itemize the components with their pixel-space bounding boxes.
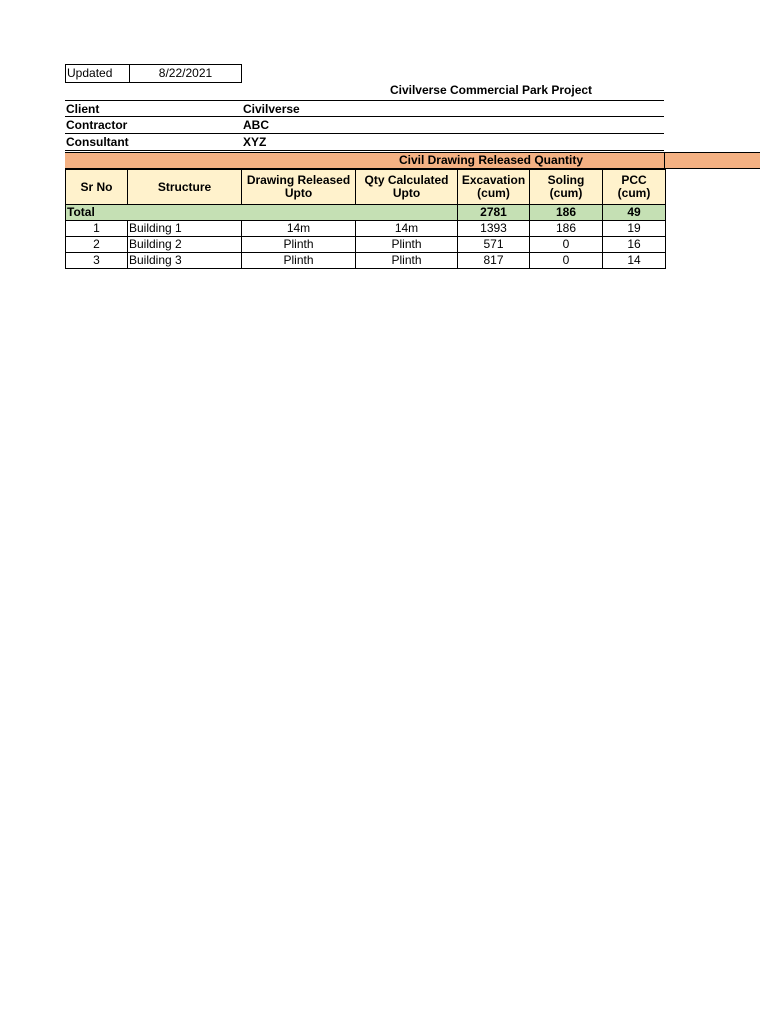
total-empty-cell[interactable] <box>356 205 458 221</box>
cell-drawing-released[interactable]: Plinth <box>242 253 356 269</box>
updated-label[interactable]: Updated <box>66 65 130 82</box>
cell-structure[interactable]: Building 3 <box>128 253 242 269</box>
total-pcc[interactable]: 49 <box>603 205 666 221</box>
consultant-label[interactable]: Consultant <box>66 135 129 149</box>
info-row-contractor <box>65 117 664 134</box>
contractor-value[interactable]: ABC <box>243 118 269 132</box>
quantity-table <box>65 169 666 269</box>
info-row-client <box>65 100 664 117</box>
cell-structure[interactable]: Building 1 <box>128 221 242 237</box>
total-row <box>66 205 666 221</box>
total-excavation[interactable]: 2781 <box>458 205 530 221</box>
cell-drawing-released[interactable]: Plinth <box>242 237 356 253</box>
col-header-sr-no[interactable]: Sr No <box>66 170 128 205</box>
col-header-excavation[interactable]: Excavation (cum) <box>458 170 530 205</box>
cell-soling[interactable]: 186 <box>530 221 603 237</box>
total-label[interactable]: Total <box>66 205 128 221</box>
cell-pcc[interactable]: 16 <box>603 237 666 253</box>
cell-qty-calculated[interactable]: Plinth <box>356 253 458 269</box>
col-header-pcc[interactable]: PCC (cum) <box>603 170 666 205</box>
table-row <box>66 253 666 269</box>
total-soling[interactable]: 186 <box>530 205 603 221</box>
cell-structure[interactable]: Building 2 <box>128 237 242 253</box>
client-value[interactable]: Civilverse <box>243 102 300 116</box>
cell-excavation[interactable]: 1393 <box>458 221 530 237</box>
cell-pcc[interactable]: 14 <box>603 253 666 269</box>
contractor-label[interactable]: Contractor <box>66 118 128 132</box>
total-empty-cell[interactable] <box>128 205 242 221</box>
project-title[interactable]: Civilverse Commercial Park Project <box>389 83 593 97</box>
col-header-qty-calculated[interactable]: Qty Calculated Upto <box>356 170 458 205</box>
section-banner <box>65 152 760 169</box>
col-header-soling[interactable]: Soling (cum) <box>530 170 603 205</box>
cell-qty-calculated[interactable]: 14m <box>356 221 458 237</box>
cell-sr-no[interactable]: 3 <box>66 253 128 269</box>
cell-sr-no[interactable]: 1 <box>66 221 128 237</box>
info-row-consultant <box>65 134 664 151</box>
consultant-value[interactable]: XYZ <box>243 135 267 149</box>
total-empty-cell[interactable] <box>242 205 356 221</box>
cell-soling[interactable]: 0 <box>530 237 603 253</box>
cell-soling[interactable]: 0 <box>530 253 603 269</box>
updated-date[interactable]: 8/22/2021 <box>158 66 213 80</box>
updated-box <box>65 64 242 83</box>
col-header-drawing-released[interactable]: Drawing Released Upto <box>242 170 356 205</box>
cell-pcc[interactable]: 19 <box>603 221 666 237</box>
banner-divider <box>664 152 665 169</box>
table-header-row <box>66 170 666 205</box>
banner-title[interactable]: Civil Drawing Released Quantity <box>398 153 584 167</box>
col-header-structure[interactable]: Structure <box>128 170 242 205</box>
cell-qty-calculated[interactable]: Plinth <box>356 237 458 253</box>
cell-excavation[interactable]: 817 <box>458 253 530 269</box>
table-row <box>66 221 666 237</box>
table-row <box>66 237 666 253</box>
cell-excavation[interactable]: 571 <box>458 237 530 253</box>
cell-sr-no[interactable]: 2 <box>66 237 128 253</box>
client-label[interactable]: Client <box>66 102 100 116</box>
cell-drawing-released[interactable]: 14m <box>242 221 356 237</box>
